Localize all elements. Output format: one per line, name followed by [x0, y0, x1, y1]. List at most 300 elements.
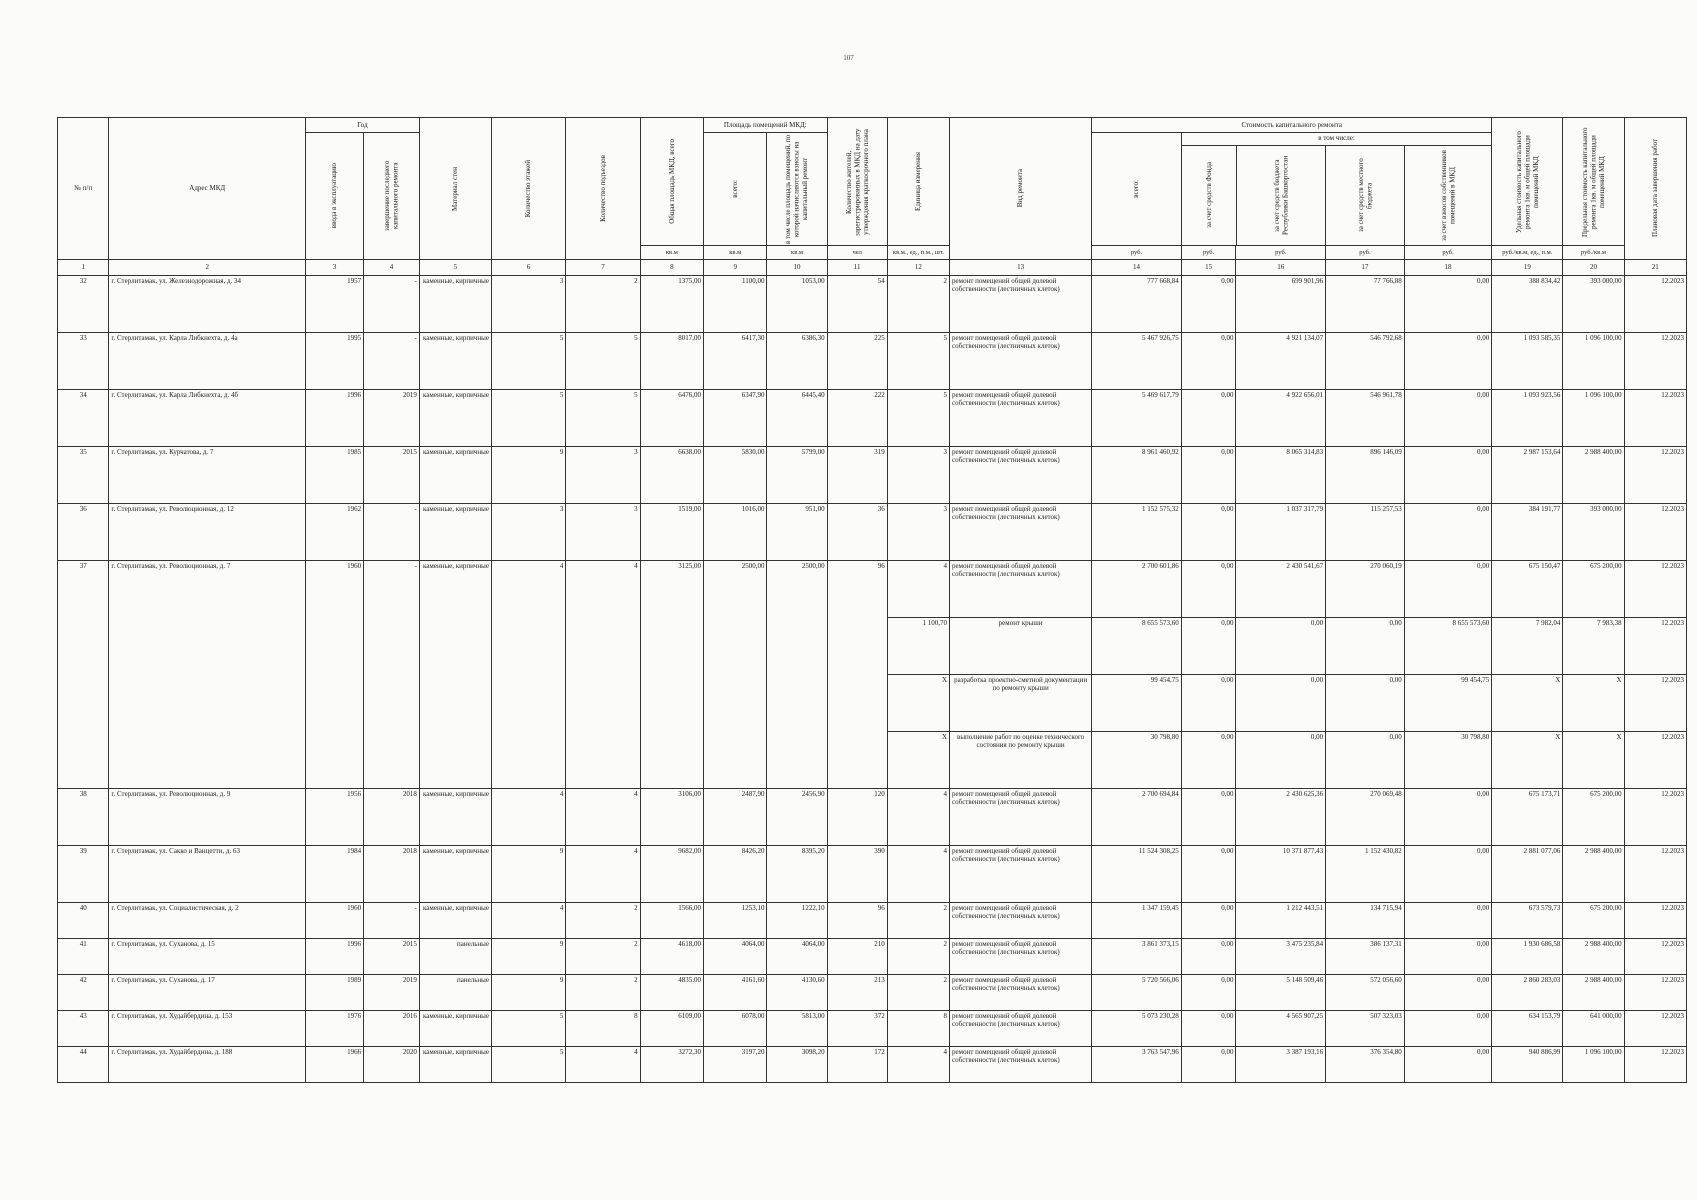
area-repair-cell: 4064,00	[767, 939, 827, 975]
repair-type-cell: ремонт помещений общей долевой собственности (лестничных клеток)	[950, 561, 1092, 618]
cost-owners-cell: 0,00	[1404, 333, 1492, 390]
header-area-total: всего:	[704, 133, 767, 246]
limit-cost-cell: 675 200,00	[1563, 903, 1624, 939]
col-number: 18	[1404, 260, 1492, 276]
measure-unit-cell: 4	[887, 1047, 949, 1083]
limit-cost-cell: X	[1563, 732, 1624, 789]
year-last-repair-cell: 2020	[364, 1047, 420, 1083]
measure-unit-cell: 2	[887, 975, 949, 1011]
header-total-area: Общая площадь МКД, всего	[640, 118, 703, 246]
row-number: 43	[58, 1011, 109, 1047]
cost-fund-cell: 0,00	[1181, 975, 1236, 1011]
col-number: 21	[1624, 260, 1686, 276]
repair-type-cell: ремонт помещений общей долевой собственности (лестничных клеток)	[950, 1047, 1092, 1083]
residents-cell: 213	[827, 975, 887, 1011]
address-cell: г. Стерлитамак, ул. Худайбердина, д. 188	[109, 1047, 306, 1083]
cost-rb-budget-cell: 0,00	[1236, 618, 1326, 675]
table-row	[58, 504, 1687, 561]
year-last-repair-cell: 2016	[364, 1011, 420, 1047]
limit-cost-cell: 1 096 100,00	[1563, 390, 1624, 447]
repair-type-cell: ремонт помещений общей долевой собственности (лестничных клеток)	[950, 846, 1092, 903]
total-area-cell: 3272,30	[640, 1047, 703, 1083]
wall-material-cell: каменные, кирпичные	[419, 333, 491, 390]
limit-cost-cell: 7 983,38	[1563, 618, 1624, 675]
area-total-cell: 3197,20	[704, 1047, 767, 1083]
entrances-cell: 5	[566, 333, 640, 390]
measure-unit-cell: 4	[887, 789, 949, 846]
area-repair-cell: 5799,00	[767, 447, 827, 504]
year-last-repair-cell: 2018	[364, 789, 420, 846]
limit-cost-cell: 1 096 100,00	[1563, 1047, 1624, 1083]
entrances-cell: 4	[566, 561, 640, 789]
row-number: 39	[58, 846, 109, 903]
row-number: 34	[58, 390, 109, 447]
year-commission-cell: 1996	[306, 939, 364, 975]
year-last-repair-cell: -	[364, 903, 420, 939]
unit-limit-cost: руб./кв.м	[1563, 246, 1624, 260]
cost-local-budget-cell: 572 056,60	[1326, 975, 1405, 1011]
cost-total-cell: 777 668,84	[1092, 276, 1182, 333]
limit-cost-cell: 2 988 400,00	[1563, 939, 1624, 975]
unit-unit-cost: руб./кв.м, ед., п.м.	[1492, 246, 1563, 260]
limit-cost-cell: 393 000,00	[1563, 276, 1624, 333]
area-repair-cell: 5813,00	[767, 1011, 827, 1047]
cost-total-cell: 1 152 575,32	[1092, 504, 1182, 561]
unit-cost-cell: 1 930 686,58	[1492, 939, 1563, 975]
address-cell: г. Стерлитамак, ул. Революционная, д. 7	[109, 561, 306, 789]
table-row	[58, 975, 1687, 1011]
cost-fund-cell: 0,00	[1181, 903, 1236, 939]
row-number: 35	[58, 447, 109, 504]
row-number: 32	[58, 276, 109, 333]
repair-type-cell: ремонт помещений общей долевой собственности (лестничных клеток)	[950, 276, 1092, 333]
cost-owners-cell: 0,00	[1404, 504, 1492, 561]
area-repair-cell: 1222,10	[767, 903, 827, 939]
header-incl-group	[1181, 133, 1492, 246]
col-number: 20	[1563, 260, 1624, 276]
residents-cell: 390	[827, 846, 887, 903]
cost-total-cell: 5 073 230,28	[1092, 1011, 1182, 1047]
row-number: 40	[58, 903, 109, 939]
header-wall-material: Материал стен	[419, 118, 491, 260]
area-total-cell: 4064,00	[704, 939, 767, 975]
header-limit-cost: Предельная стоимость капитального ремонта 1кв. м общей площади помещений МКД	[1563, 118, 1624, 246]
address-cell: г. Стерлитамак, ул. Революционная, д. 12	[109, 504, 306, 561]
col-number: 17	[1326, 260, 1405, 276]
entrances-cell: 2	[566, 939, 640, 975]
col-number: 11	[827, 260, 887, 276]
address-cell: г. Стерлитамак, ул. Суханова, д. 15	[109, 939, 306, 975]
year-last-repair-cell: 2015	[364, 939, 420, 975]
measure-unit-cell: X	[887, 732, 949, 789]
total-area-cell: 3106,00	[640, 789, 703, 846]
cost-rb-budget-cell: 8 065 314,83	[1236, 447, 1326, 504]
area-total-cell: 2500,00	[704, 561, 767, 789]
total-area-cell: 3125,00	[640, 561, 703, 789]
unit-cost-cell: 675 150,47	[1492, 561, 1563, 618]
cost-fund-cell: 0,00	[1181, 276, 1236, 333]
unit-cost-cell: 673 579,73	[1492, 903, 1563, 939]
cost-rb-budget-cell: 1 037 317,79	[1236, 504, 1326, 561]
header-floors: Количество этажей	[491, 118, 565, 260]
planned-date-cell: 12.2023	[1624, 561, 1686, 618]
unit-measure: кв.м., ед., п.м., шт.	[887, 246, 949, 260]
total-area-cell: 9682,00	[640, 846, 703, 903]
limit-cost-cell: 675 200,00	[1563, 789, 1624, 846]
limit-cost-cell: 393 000,00	[1563, 504, 1624, 561]
repair-type-cell: ремонт помещений общей долевой собственности (лестничных клеток)	[950, 975, 1092, 1011]
total-area-cell: 1566,00	[640, 903, 703, 939]
unit-cost-cell: 634 153,79	[1492, 1011, 1563, 1047]
header-address: Адрес МКД	[109, 118, 306, 260]
wall-material-cell: каменные, кирпичные	[419, 390, 491, 447]
cost-total-cell: 5 469 617,79	[1092, 390, 1182, 447]
wall-material-cell: каменные, кирпичные	[419, 789, 491, 846]
wall-material-cell: каменные, кирпичные	[419, 903, 491, 939]
limit-cost-cell: 2 988 400,00	[1563, 447, 1624, 504]
cost-fund-cell: 0,00	[1181, 447, 1236, 504]
address-cell: г. Стерлитамак, ул. Худайбердина, д. 153	[109, 1011, 306, 1047]
cost-owners-cell: 0,00	[1404, 390, 1492, 447]
header-year-commission: ввода в эксплуатацию	[306, 133, 364, 260]
row-number: 38	[58, 789, 109, 846]
entrances-cell: 4	[566, 846, 640, 903]
row-number: 42	[58, 975, 109, 1011]
floors-cell: 3	[491, 504, 565, 561]
repair-type-cell: ремонт крыши	[950, 618, 1092, 675]
col-number: 1	[58, 260, 109, 276]
unit-cost-cell: 1 093 923,56	[1492, 390, 1563, 447]
cost-fund-cell: 0,00	[1181, 1047, 1236, 1083]
planned-date-cell: 12.2023	[1624, 390, 1686, 447]
area-repair-cell: 6445,40	[767, 390, 827, 447]
year-last-repair-cell: -	[364, 561, 420, 789]
unit-total-area: кв.м	[640, 246, 703, 260]
table-row	[58, 276, 1687, 333]
col-number: 4	[364, 260, 420, 276]
cost-owners-cell: 0,00	[1404, 447, 1492, 504]
area-repair-cell: 4130,60	[767, 975, 827, 1011]
entrances-cell: 4	[566, 1047, 640, 1083]
col-number: 13	[950, 260, 1092, 276]
residents-cell: 172	[827, 1047, 887, 1083]
address-cell: г. Стерлитамак, ул. Курчатова, д. 7	[109, 447, 306, 504]
address-cell: г. Стерлитамак, ул. Карла Либкнехта, д. 4б	[109, 390, 306, 447]
cost-local-budget-cell: 1 152 430,82	[1326, 846, 1405, 903]
header-area-repair: в том числе площадь помещений, по которой начисляются взносы на капитальный ремонт	[767, 133, 827, 246]
planned-date-cell: 12.2023	[1624, 447, 1686, 504]
cost-owners-cell: 0,00	[1404, 561, 1492, 618]
cost-fund-cell: 0,00	[1181, 732, 1236, 789]
address-cell: г. Стерлитамак, ул. Сакко и Ванцетти, д. 63	[109, 846, 306, 903]
wall-material-cell: каменные, кирпичные	[419, 504, 491, 561]
measure-unit-cell: 1 100,70	[887, 618, 949, 675]
limit-cost-cell: 1 096 100,00	[1563, 333, 1624, 390]
col-number: 15	[1181, 260, 1236, 276]
col-number: 14	[1092, 260, 1182, 276]
cost-rb-budget-cell: 2 430 625,36	[1236, 789, 1326, 846]
residents-cell: 54	[827, 276, 887, 333]
cost-owners-cell: 8 655 573,60	[1404, 618, 1492, 675]
wall-material-cell: каменные, кирпичные	[419, 276, 491, 333]
cost-rb-budget-cell: 0,00	[1236, 732, 1326, 789]
repair-type-cell: ремонт помещений общей долевой собственности (лестничных клеток)	[950, 333, 1092, 390]
repair-type-cell: ремонт помещений общей долевой собственности (лестничных клеток)	[950, 447, 1092, 504]
repair-register-table	[57, 117, 1687, 1083]
wall-material-cell: каменные, кирпичные	[419, 1047, 491, 1083]
floors-cell: 4	[491, 789, 565, 846]
planned-date-cell: 12.2023	[1624, 732, 1686, 789]
unit-cost-cell: 940 886,99	[1492, 1047, 1563, 1083]
measure-unit-cell: 4	[887, 846, 949, 903]
address-cell: г. Стерлитамак, ул. Железнодорожная, д. 34	[109, 276, 306, 333]
year-last-repair-cell: -	[364, 504, 420, 561]
planned-date-cell: 12.2023	[1624, 618, 1686, 675]
header-planned-date: Плановая дата завершения работ	[1624, 118, 1686, 260]
cost-local-budget-cell: 270 069,48	[1326, 789, 1405, 846]
area-repair-cell: 3098,20	[767, 1047, 827, 1083]
table-row	[58, 846, 1687, 903]
area-total-cell: 1100,00	[704, 276, 767, 333]
cost-owners-cell: 99 454,75	[1404, 675, 1492, 732]
table-row	[58, 390, 1687, 447]
area-repair-cell: 6386,30	[767, 333, 827, 390]
area-repair-cell: 8395,20	[767, 846, 827, 903]
repair-type-cell: ремонт помещений общей долевой собственности (лестничных клеток)	[950, 504, 1092, 561]
residents-cell: 319	[827, 447, 887, 504]
floors-cell: 5	[491, 333, 565, 390]
year-commission-cell: 1995	[306, 333, 364, 390]
header-local-budget: за счет средств местного бюджета	[1326, 146, 1405, 245]
total-area-cell: 8017,00	[640, 333, 703, 390]
cost-local-budget-cell: 0,00	[1326, 618, 1405, 675]
cost-owners-cell: 0,00	[1404, 1011, 1492, 1047]
residents-cell: 36	[827, 504, 887, 561]
floors-cell: 9	[491, 939, 565, 975]
wall-material-cell: панельные	[419, 939, 491, 975]
measure-unit-cell: 5	[887, 390, 949, 447]
cost-local-budget-cell: 546 961,78	[1326, 390, 1405, 447]
header-fund: за счет средств Фонда	[1182, 146, 1237, 245]
unit-cost-cell: X	[1492, 675, 1563, 732]
address-cell: г. Стерлитамак, ул. Революционная, д. 9	[109, 789, 306, 846]
limit-cost-cell: 641 000,00	[1563, 1011, 1624, 1047]
row-number: 44	[58, 1047, 109, 1083]
unit-cost-cell: 388 834,42	[1492, 276, 1563, 333]
planned-date-cell: 12.2023	[1624, 675, 1686, 732]
header-unit-cost: Удельная стоимость капитального ремонта 1кв. м общей площади помещений МКД	[1492, 118, 1563, 246]
col-number: 7	[566, 260, 640, 276]
total-area-cell: 6638,00	[640, 447, 703, 504]
year-commission-cell: 1984	[306, 846, 364, 903]
cost-fund-cell: 0,00	[1181, 789, 1236, 846]
floors-cell: 5	[491, 390, 565, 447]
area-total-cell: 5830,00	[704, 447, 767, 504]
col-number: 12	[887, 260, 949, 276]
unit-cost-total: руб.	[1092, 246, 1182, 260]
cost-local-budget-cell: 0,00	[1326, 675, 1405, 732]
row-number: 37	[58, 561, 109, 789]
table-row	[58, 1047, 1687, 1083]
entrances-cell: 2	[566, 276, 640, 333]
cost-local-budget-cell: 0,00	[1326, 732, 1405, 789]
col-number: 9	[704, 260, 767, 276]
residents-cell: 210	[827, 939, 887, 975]
unit-cost-cell: 7 982,04	[1492, 618, 1563, 675]
year-last-repair-cell: -	[364, 333, 420, 390]
planned-date-cell: 12.2023	[1624, 504, 1686, 561]
year-commission-cell: 1960	[306, 561, 364, 789]
cost-fund-cell: 0,00	[1181, 333, 1236, 390]
cost-total-cell: 30 798,80	[1092, 732, 1182, 789]
header-measure-unit: Единица измерения	[887, 118, 949, 246]
planned-date-cell: 12.2023	[1624, 333, 1686, 390]
header-incl: в том числе:	[1182, 134, 1492, 146]
cost-total-cell: 3 861 373,15	[1092, 939, 1182, 975]
year-commission-cell: 1996	[306, 390, 364, 447]
cost-total-cell: 2 700 601,86	[1092, 561, 1182, 618]
entrances-cell: 5	[566, 390, 640, 447]
cost-total-cell: 11 524 308,25	[1092, 846, 1182, 903]
unit-area-repair: кв.м	[767, 246, 827, 260]
unit-cost-cell: 675 173,71	[1492, 789, 1563, 846]
cost-fund-cell: 0,00	[1181, 675, 1236, 732]
unit-residents: чел	[827, 246, 887, 260]
cost-local-budget-cell: 376 354,80	[1326, 1047, 1405, 1083]
planned-date-cell: 12.2023	[1624, 1047, 1686, 1083]
area-total-cell: 6078,00	[704, 1011, 767, 1047]
year-commission-cell: 1989	[306, 975, 364, 1011]
unit-cost-cell: 2 987 153,64	[1492, 447, 1563, 504]
residents-cell: 96	[827, 561, 887, 789]
col-number: 16	[1236, 260, 1326, 276]
area-total-cell: 8426,20	[704, 846, 767, 903]
floors-cell: 5	[491, 1047, 565, 1083]
address-cell: г. Стерлитамак, ул. Социалистическая, д. 2	[109, 903, 306, 939]
cost-rb-budget-cell: 4 921 134,07	[1236, 333, 1326, 390]
entrances-cell: 2	[566, 975, 640, 1011]
residents-cell: 222	[827, 390, 887, 447]
measure-unit-cell: 2	[887, 903, 949, 939]
residents-cell: 120	[827, 789, 887, 846]
repair-type-cell: ремонт помещений общей долевой собственности (лестничных клеток)	[950, 903, 1092, 939]
wall-material-cell: каменные, кирпичные	[419, 447, 491, 504]
unit-cost-cell: X	[1492, 732, 1563, 789]
year-last-repair-cell: -	[364, 276, 420, 333]
cost-local-budget-cell: 507 323,03	[1326, 1011, 1405, 1047]
limit-cost-cell: 675 200,00	[1563, 561, 1624, 618]
cost-total-cell: 99 454,75	[1092, 675, 1182, 732]
cost-local-budget-cell: 896 146,09	[1326, 447, 1405, 504]
year-commission-cell: 1956	[306, 789, 364, 846]
address-cell: г. Стерлитамак, ул. Суханова, д. 17	[109, 975, 306, 1011]
year-commission-cell: 1962	[306, 504, 364, 561]
cost-fund-cell: 0,00	[1181, 939, 1236, 975]
cost-local-budget-cell: 134 715,94	[1326, 903, 1405, 939]
area-repair-cell: 2500,00	[767, 561, 827, 789]
planned-date-cell: 12.2023	[1624, 789, 1686, 846]
area-total-cell: 6417,30	[704, 333, 767, 390]
cost-total-cell: 5 467 926,75	[1092, 333, 1182, 390]
floors-cell: 4	[491, 903, 565, 939]
planned-date-cell: 12.2023	[1624, 903, 1686, 939]
table-row	[58, 1011, 1687, 1047]
wall-material-cell: каменные, кирпичные	[419, 561, 491, 789]
cost-rb-budget-cell: 3 387 193,16	[1236, 1047, 1326, 1083]
cost-rb-budget-cell: 3 475 235,84	[1236, 939, 1326, 975]
col-number: 6	[491, 260, 565, 276]
row-number: 33	[58, 333, 109, 390]
measure-unit-cell: X	[887, 675, 949, 732]
floors-cell: 5	[491, 1011, 565, 1047]
cost-rb-budget-cell: 4 565 907,25	[1236, 1011, 1326, 1047]
table-row	[58, 447, 1687, 504]
year-commission-cell: 1957	[306, 276, 364, 333]
row-number: 41	[58, 939, 109, 975]
entrances-cell: 4	[566, 789, 640, 846]
header-owners: за счет взносов собственников помещений в МКД	[1439, 149, 1457, 241]
entrances-cell: 3	[566, 447, 640, 504]
year-last-repair-cell: 2019	[364, 975, 420, 1011]
unit-owners: руб.	[1404, 246, 1492, 260]
cost-owners-cell: 0,00	[1404, 276, 1492, 333]
column-numbers-row	[58, 260, 1687, 276]
cost-total-cell: 5 720 566,06	[1092, 975, 1182, 1011]
area-repair-cell: 951,00	[767, 504, 827, 561]
floors-cell: 9	[491, 975, 565, 1011]
header-premises-area: Площадь помещений МКД:	[704, 118, 828, 133]
cost-total-cell: 3 763 547,96	[1092, 1047, 1182, 1083]
header-year: Год	[306, 118, 420, 133]
unit-rb-budget: руб.	[1236, 246, 1326, 260]
cost-owners-cell: 30 798,80	[1404, 732, 1492, 789]
year-commission-cell: 1976	[306, 1011, 364, 1047]
area-repair-cell: 1053,00	[767, 276, 827, 333]
cost-owners-cell: 0,00	[1404, 1047, 1492, 1083]
cost-owners-cell: 0,00	[1404, 789, 1492, 846]
cost-rb-budget-cell: 4 922 656,01	[1236, 390, 1326, 447]
entrances-cell: 8	[566, 1011, 640, 1047]
col-number: 19	[1492, 260, 1563, 276]
cost-local-budget-cell: 270 060,19	[1326, 561, 1405, 618]
measure-unit-cell: 3	[887, 447, 949, 504]
unit-cost-cell: 384 191,77	[1492, 504, 1563, 561]
header-year-last-repair: завершение последнего капитального ремонта	[364, 133, 420, 260]
repair-type-cell: ремонт помещений общей долевой собственности (лестничных клеток)	[950, 939, 1092, 975]
header-num: № п/п	[58, 118, 109, 260]
measure-unit-cell: 5	[887, 333, 949, 390]
planned-date-cell: 12.2023	[1624, 975, 1686, 1011]
planned-date-cell: 12.2023	[1624, 276, 1686, 333]
repair-type-cell: разработка проектно-сметной документации по ремонту крыши	[950, 675, 1092, 732]
header-residents: Количество жителей, зарегистрированных в МКД на дату утверждения краткосрочного плана	[827, 118, 887, 246]
cost-local-budget-cell: 77 766,88	[1326, 276, 1405, 333]
cost-fund-cell: 0,00	[1181, 561, 1236, 618]
floors-cell: 4	[491, 561, 565, 789]
area-total-cell: 6347,90	[704, 390, 767, 447]
cost-rb-budget-cell: 699 901,96	[1236, 276, 1326, 333]
unit-area-total: кв.м	[704, 246, 767, 260]
year-last-repair-cell: 2019	[364, 390, 420, 447]
unit-cost-cell: 2 860 283,03	[1492, 975, 1563, 1011]
repair-type-cell: ремонт помещений общей долевой собственности (лестничных клеток)	[950, 1011, 1092, 1047]
planned-date-cell: 12.2023	[1624, 846, 1686, 903]
cost-rb-budget-cell: 0,00	[1236, 675, 1326, 732]
col-number: 10	[767, 260, 827, 276]
repair-type-cell: ремонт помещений общей долевой собственности (лестничных клеток)	[950, 789, 1092, 846]
header-repair-type: Вид ремонта	[950, 118, 1092, 260]
cost-fund-cell: 0,00	[1181, 618, 1236, 675]
